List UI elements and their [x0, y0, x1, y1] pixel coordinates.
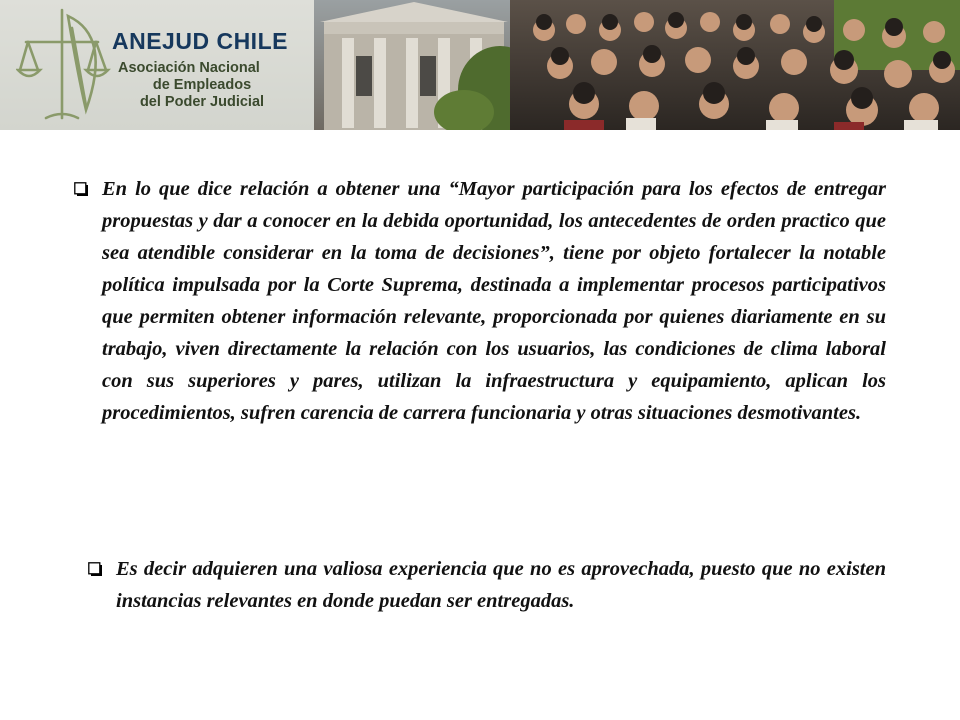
org-full-name	[112, 60, 292, 111]
hollow-square-bullet-icon	[88, 562, 103, 577]
hollow-square-bullet-icon	[74, 182, 89, 197]
org-full-name-line: de Empleados	[152, 77, 252, 93]
courthouse-group-photo	[314, 0, 960, 130]
bullet-text: Es decir adquieren una valiosa experiencia que no es aprovechada, puesto que no existen instancias relevantes en donde puedan ser entregadas.	[116, 558, 886, 612]
org-name: ANEJUD CHILE	[112, 28, 288, 54]
bullet-item	[74, 173, 886, 429]
bullet-item	[88, 553, 886, 617]
scales-of-justice-emblem-icon	[16, 6, 116, 124]
bullet-text: En lo que dice relación a obtener una “Mayor participación para los efectos de entregar propuestas y dar a conocer en la debida oportunidad, los antecedentes de orden practico que sea atendible considerar en la toma de decisiones”, tiene por objeto fortalecer la notable política impulsada por la Corte Suprema, destinada a implementar procesos participativos que permiten obtener información relevante, proporcionada por quienes diariamente en su trabajo, viven directamente la relación con los usuarios, las condiciones de clima laboral con sus superiores y pares, utilizan la infraestructura y equipamiento, aplican los procedimientos, sufren carencia de carrera funcionaria y otras situaciones desmotivantes.	[102, 178, 886, 424]
logo-area	[0, 0, 314, 130]
org-full-name-line: del Poder Judicial	[139, 94, 265, 110]
header-banner	[0, 0, 960, 130]
org-full-name-line: Asociación Nacional	[118, 60, 260, 76]
